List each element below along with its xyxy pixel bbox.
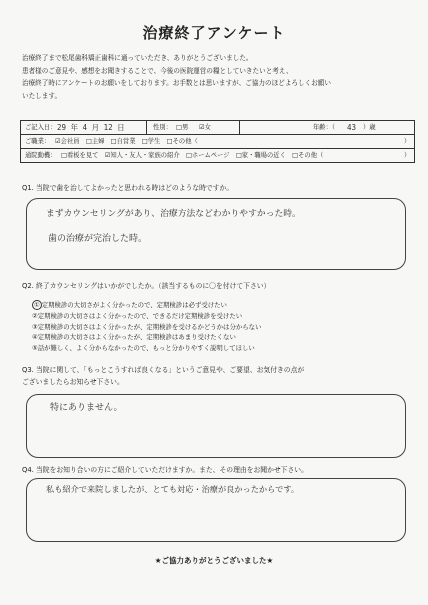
job-label: ご職業： [25,138,51,145]
date-label: ご記入日： [25,124,57,131]
info-table [20,120,415,163]
q2-option-4[interactable]: ④定期検診の大切さはよく分かったが、定期検診はあまり受けたくない [32,333,236,342]
intro-line: いたします。 [22,91,62,100]
q2-options [32,300,261,354]
q3-answer: 特にありません。 [50,403,123,413]
footer-thanks: ★ご協力ありがとうございました★ [154,556,274,565]
info-row-basic [21,121,414,135]
q4-question: Q4. 当院をお知り合いの方にご紹介していただけますか。また、その理由をお聞かせ下さい。 [22,466,308,474]
q2-option-2[interactable]: ②定期検診の大切さはよく分かったので、できるだけ定期検診を受けたい [32,311,243,320]
page-title: 治療終了アンケート [142,24,286,42]
divider [239,121,240,134]
intro-line: 患者様のご意見や、感想をお聞きすることで、今後の医院運営の糧としていきたいと考え、 [22,66,293,75]
gender-label: 性別： [153,124,172,131]
intro-text [22,52,414,102]
gender-female-checkbox[interactable]: ☑女 [199,124,211,131]
motive-options[interactable]: □看板を見て ☑知人・友人・家族の紹介 □ホームページ □家・職場の近く □その他（ [61,152,324,159]
age-suffix: ）歳 [363,124,376,131]
job-options[interactable]: ☑会社員 □主婦 □自営業 □学生 □その他（ [55,138,198,145]
q1-question: Q1. 当院で歯を治してよかったと思われる時はどのような時ですか。 [22,184,234,192]
q1-answer-line1: まずカウンセリングがあり、治療方法などわかりやすかった時。 [46,209,301,219]
info-row-motive [21,149,414,162]
q3-question-line2: ございましたらお知らせ下さい。 [22,378,124,386]
intro-line: 治療終了時にアンケートのお願いをしております。お手数とは思いますが、ご協力のほどよろしくお願い [22,79,331,87]
age-label: 年齢：（ [313,124,336,131]
gender-male-checkbox[interactable]: □男 [176,124,189,131]
q2-option-text: 定期検診の大切さがよく分かったので、定期検診は必ず受けたい [41,301,227,309]
motive-close: ） [404,152,411,159]
q2-option-3[interactable]: ③定期検診の大切さはよく分かったが、定期検診を受けるかどうかは分からない [32,322,262,331]
job-close: ） [404,138,411,145]
date-value[interactable]: 29 年 4 月 12 日 [57,123,125,132]
motive-label: 通院動機： [25,152,57,159]
age-value[interactable]: 43 [347,123,357,132]
q2-question: Q2. 終了カウンセリングはいかがでしたか。（該当するものに〇を付けて下さい） [22,282,271,290]
q2-option-5[interactable]: ⑤話が難しく、よく分からなかったので、もっと分かりやすく説明してほしい [32,344,255,353]
info-row-job [21,135,414,149]
q2-option-1[interactable] [32,300,261,311]
divider [146,121,147,134]
q1-answer-line2: 歯の治療が完治した時。 [48,234,148,244]
selected-circle: ① [34,301,40,309]
q4-answer: 私も紹介で来院しましたが、とても対応・治療が良かったからです。 [46,484,300,494]
q3-question-line1: Q3. 当院に関して、「もっとこうすれば良くなる」というご意見や、ご要望、お気付きの点が [22,366,305,374]
intro-line: 治療終了まで松尾歯科矯正歯科に通っていただき、ありがとうございました。 [22,54,253,62]
